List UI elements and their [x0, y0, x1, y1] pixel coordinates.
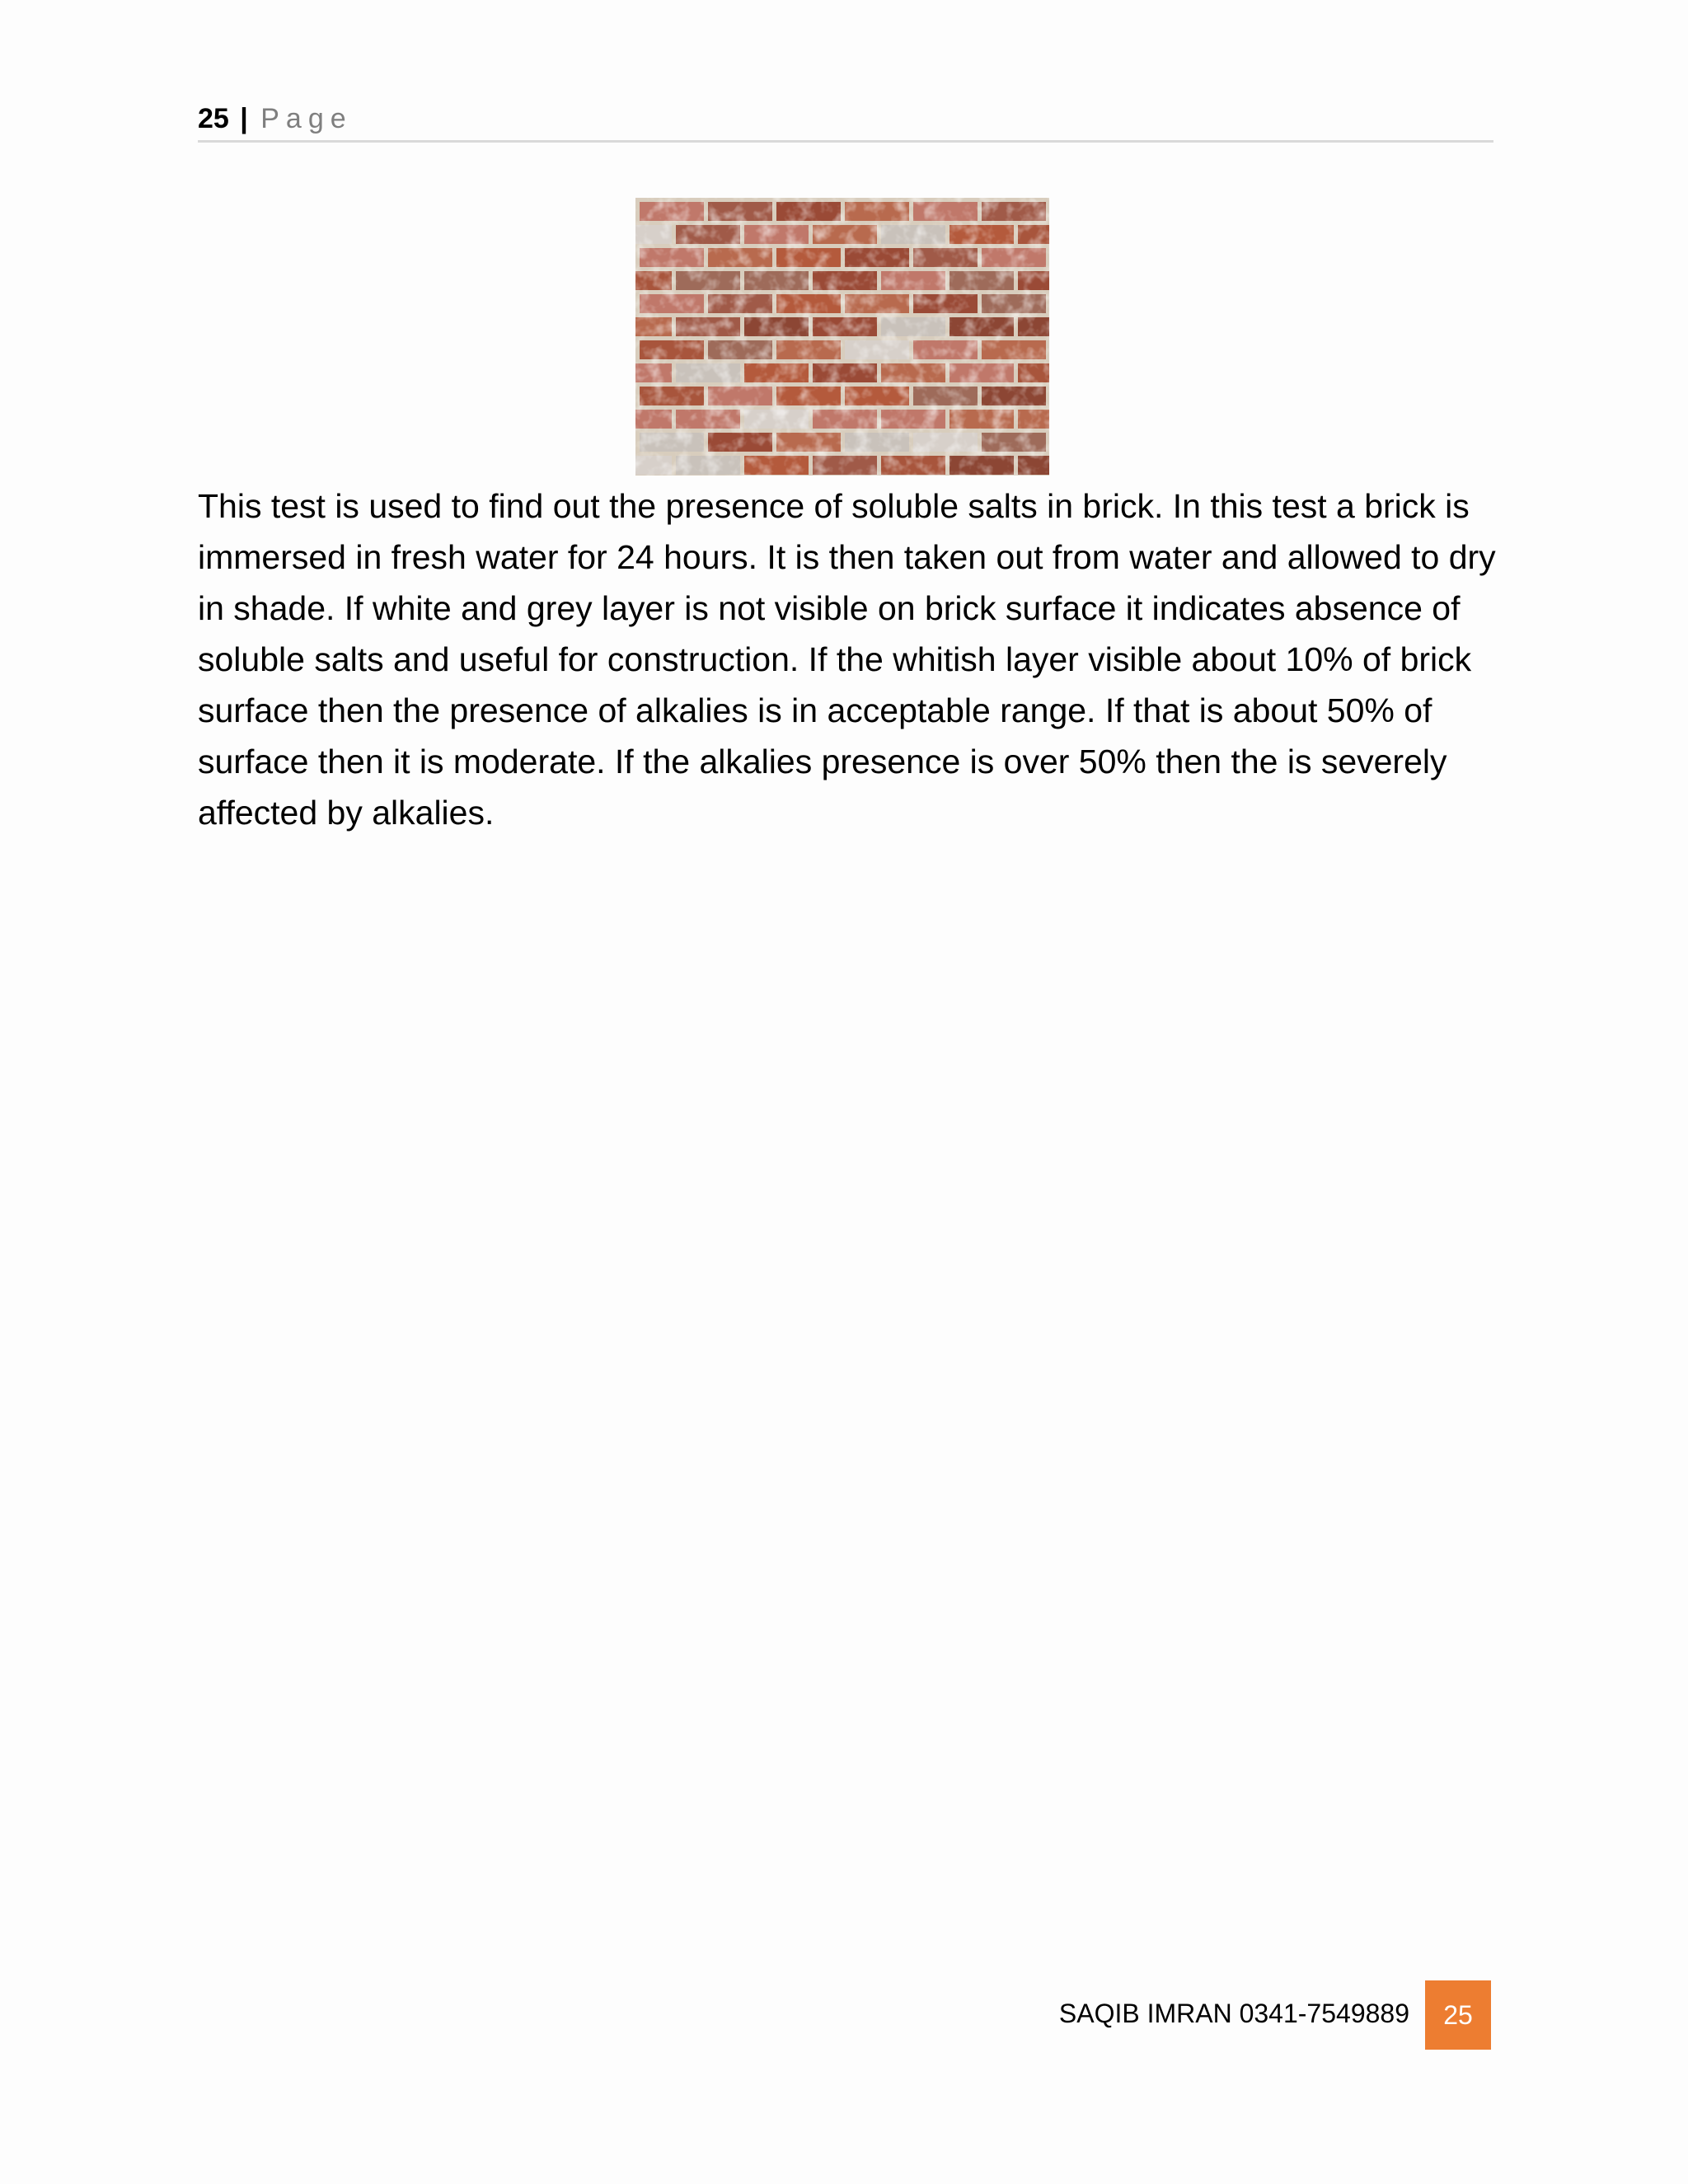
- header-separator: |: [240, 103, 248, 134]
- brick-wall-image: [635, 198, 1049, 476]
- page-header: [198, 97, 1493, 143]
- footer-page-badge: 25: [1425, 1980, 1491, 2050]
- header-page-number: 25: [198, 103, 229, 134]
- body-paragraph: This test is used to find out the presence of soluble salts in brick. In this test a brick is immersed in fresh water for 24 hours. It is then taken out from water and allowed to dry in shade. If white and grey layer is not visible on brick surface it indicates absence of soluble salts and useful for construction. If the whitish layer visible about 10% of brick surface then the presence of alkalies is in acceptable range. If that is about 50% of surface then it is moderate. If the alkalies presence is over 50% then the is severely affected by alkalies.: [198, 487, 1496, 832]
- brick-wall-illustration: [635, 198, 1049, 476]
- header-page-word: Page: [260, 103, 353, 134]
- footer-author: SAQIB IMRAN 0341-7549889: [1058, 1999, 1409, 2028]
